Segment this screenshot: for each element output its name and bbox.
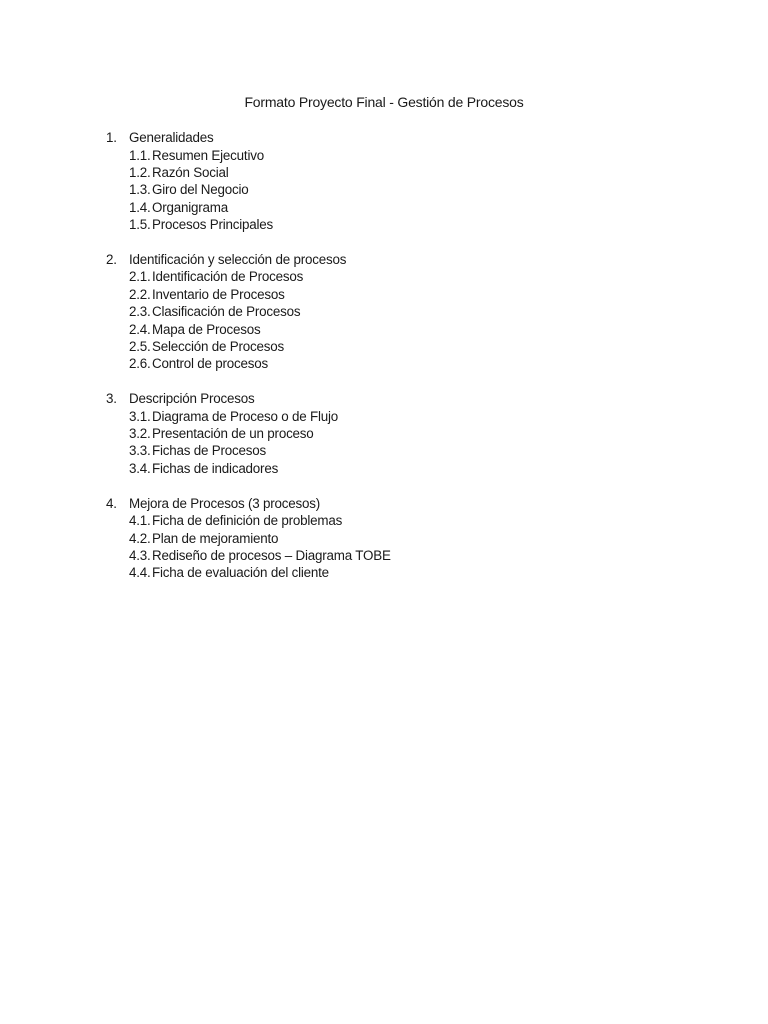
item-label: Fichas de indicadores — [152, 460, 279, 476]
section-heading — [106, 251, 666, 268]
item-number: 3.1. — [129, 408, 151, 424]
list-item — [106, 407, 666, 424]
item-label: Presentación de un proceso — [152, 426, 314, 442]
item-number: 2.6. — [129, 356, 151, 372]
item-number: 3.4. — [129, 460, 151, 476]
item-label: Resumen Ejecutivo — [152, 147, 264, 163]
item-number: 1.5. — [129, 217, 151, 233]
list-item — [106, 146, 666, 163]
item-label: Organigrama — [152, 199, 228, 215]
item-label: Selección de Procesos — [152, 338, 285, 354]
section-number: 2. — [106, 252, 117, 268]
item-number: 2.2. — [129, 286, 151, 302]
item-number: 1.4. — [129, 199, 151, 215]
item-number: 4.2. — [129, 530, 151, 546]
section-number: 4. — [106, 495, 117, 511]
item-number: 4.1. — [129, 513, 151, 529]
list-item — [106, 216, 666, 233]
section-1 — [106, 129, 666, 233]
item-number: 1.3. — [129, 182, 151, 198]
list-item — [106, 529, 666, 546]
item-number: 2.1. — [129, 269, 151, 285]
section-label: Descripción Procesos — [129, 391, 255, 407]
document-title: Formato Proyecto Final - Gestión de Procesos — [244, 94, 524, 110]
item-label: Control de procesos — [152, 356, 269, 372]
list-item — [106, 320, 666, 337]
item-label: Ficha de definición de problemas — [152, 513, 343, 529]
list-item — [106, 268, 666, 285]
item-label: Rediseño de procesos – Diagrama TOBE — [152, 547, 391, 563]
item-number: 2.5. — [129, 338, 151, 354]
item-number: 4.4. — [129, 565, 151, 581]
list-item — [106, 355, 666, 372]
section-heading — [106, 390, 666, 407]
item-label: Mapa de Procesos — [152, 321, 261, 337]
list-item — [106, 164, 666, 181]
item-label: Plan de mejoramiento — [152, 530, 279, 546]
list-item — [106, 199, 666, 216]
list-item — [106, 512, 666, 529]
list-item — [106, 564, 666, 581]
item-label: Razón Social — [152, 164, 229, 180]
section-number: 1. — [106, 130, 117, 146]
item-number: 1.1. — [129, 147, 151, 163]
item-label: Inventario de Procesos — [152, 286, 285, 302]
item-label: Identificación de Procesos — [152, 269, 304, 285]
item-number: 3.2. — [129, 426, 151, 442]
section-heading — [106, 129, 666, 146]
item-label: Giro del Negocio — [152, 182, 249, 198]
outline-list — [106, 129, 666, 599]
item-number: 1.2. — [129, 164, 151, 180]
section-heading — [106, 495, 666, 512]
section-number: 3. — [106, 391, 117, 407]
list-item — [106, 442, 666, 459]
list-item — [106, 425, 666, 442]
list-item — [106, 181, 666, 198]
section-4 — [106, 495, 666, 582]
list-item — [106, 303, 666, 320]
section-label: Mejora de Procesos (3 procesos) — [129, 495, 321, 511]
list-item — [106, 547, 666, 564]
item-number: 2.3. — [129, 304, 151, 320]
item-label: Ficha de evaluación del cliente — [152, 565, 329, 581]
item-number: 3.3. — [129, 443, 151, 459]
section-2 — [106, 251, 666, 373]
section-label: Generalidades — [129, 130, 214, 146]
list-item — [106, 460, 666, 477]
list-item — [106, 338, 666, 355]
section-3 — [106, 390, 666, 477]
item-label: Procesos Principales — [152, 217, 274, 233]
item-number: 4.3. — [129, 547, 151, 563]
list-item — [106, 286, 666, 303]
item-label: Diagrama de Proceso o de Flujo — [152, 408, 339, 424]
section-label: Identificación y selección de procesos — [129, 252, 347, 268]
item-label: Clasificación de Procesos — [152, 304, 301, 320]
item-label: Fichas de Procesos — [152, 443, 266, 459]
item-number: 2.4. — [129, 321, 151, 337]
